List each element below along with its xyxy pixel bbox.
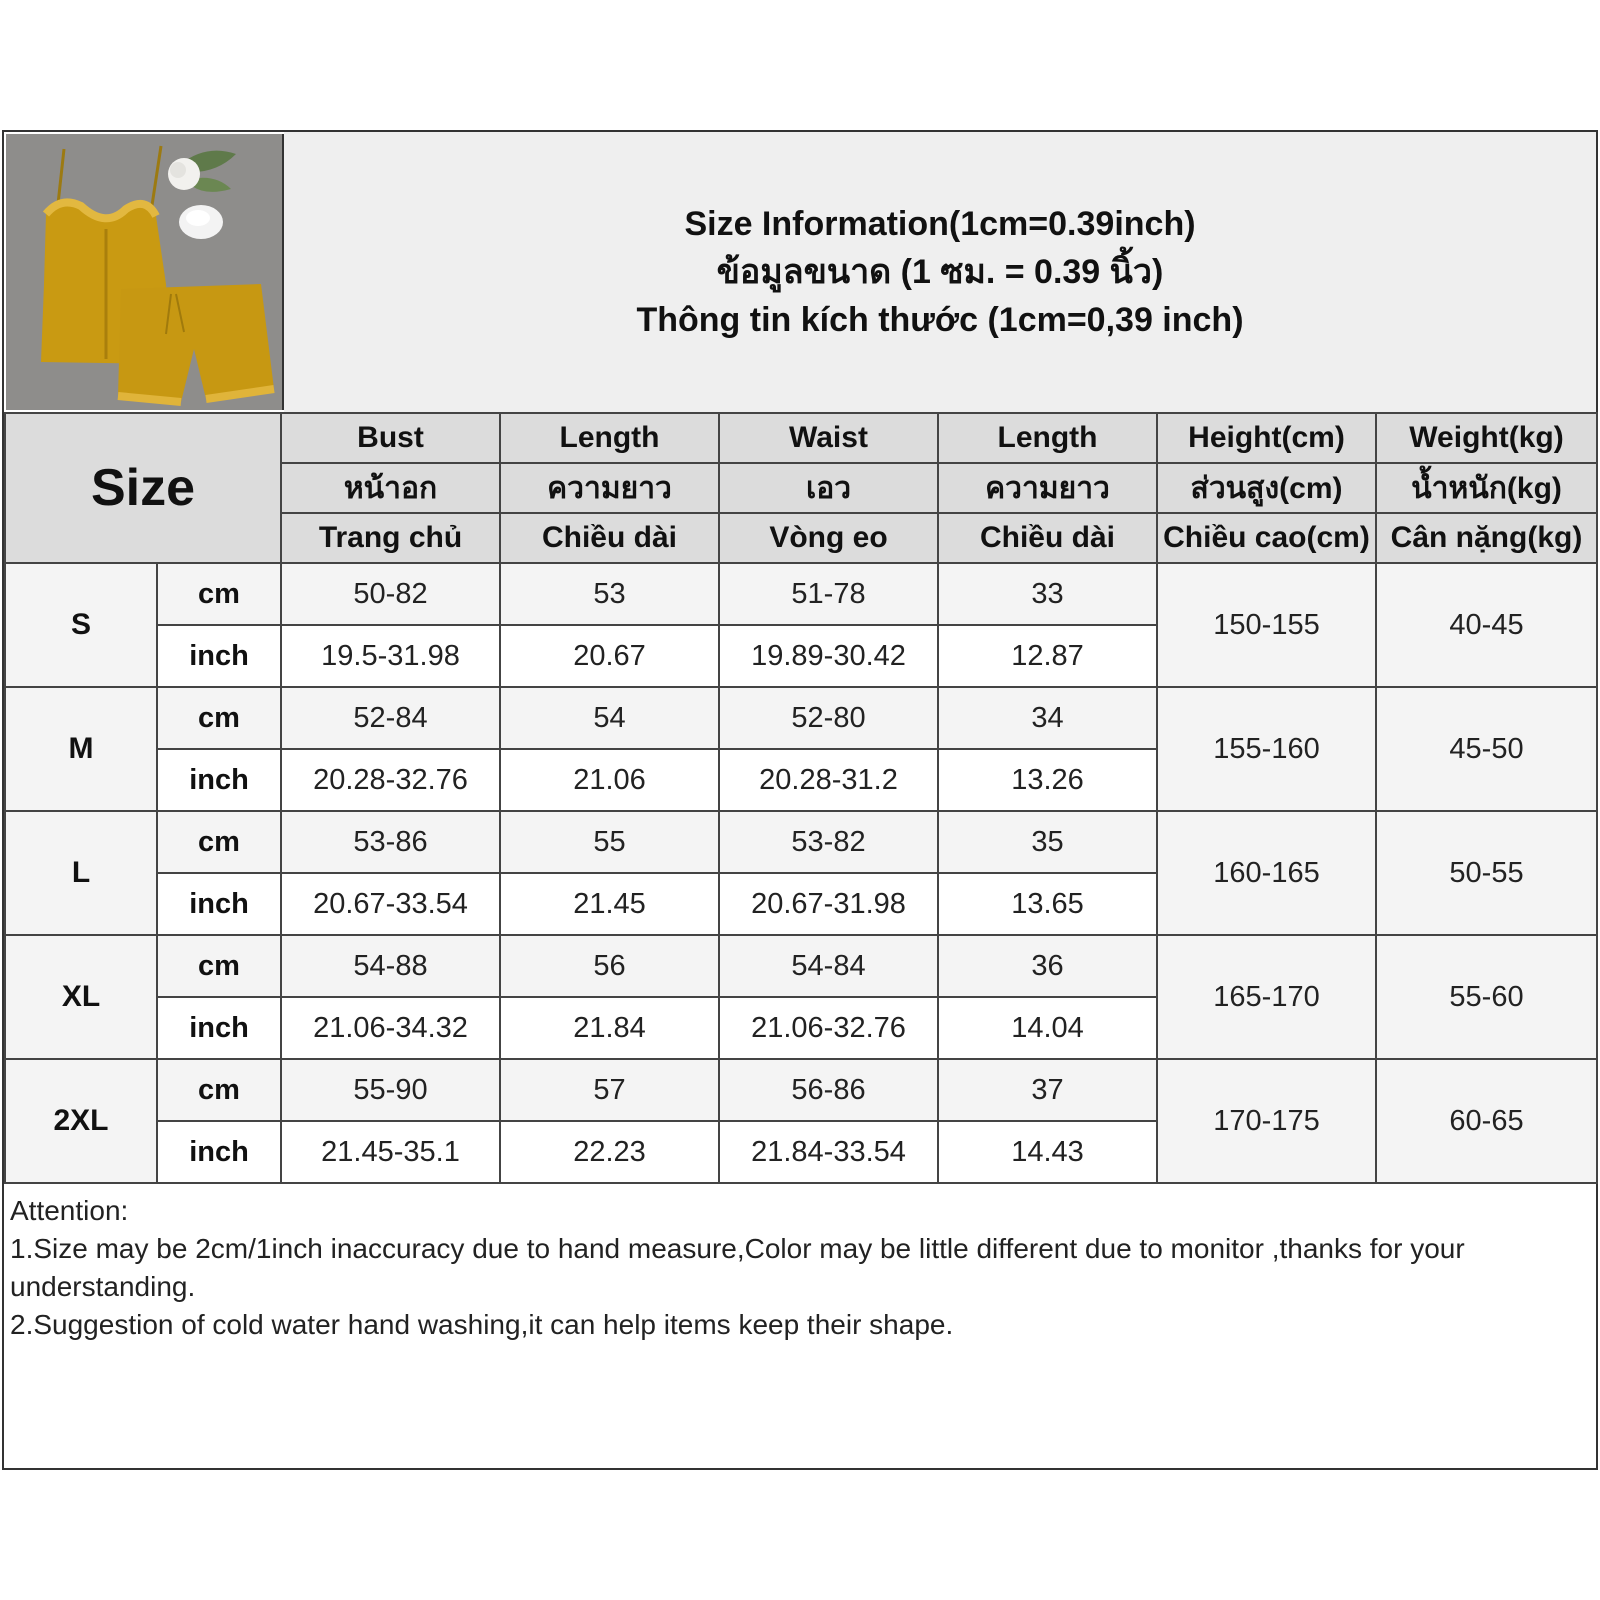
waist-cm: 52-80 xyxy=(719,687,938,749)
waist-inch: 20.67-31.98 xyxy=(719,873,938,935)
col-header-en: Bust xyxy=(281,413,500,463)
col-header-th: ความยาว xyxy=(500,463,719,513)
bust-inch: 20.67-33.54 xyxy=(281,873,500,935)
bust-cm: 55-90 xyxy=(281,1059,500,1121)
waist-inch: 21.06-32.76 xyxy=(719,997,938,1059)
weight-range: 60-65 xyxy=(1376,1059,1597,1183)
shorts-length-inch: 13.65 xyxy=(938,873,1157,935)
col-header-th: หน้าอก xyxy=(281,463,500,513)
shorts-length-cm: 34 xyxy=(938,687,1157,749)
shorts-length-inch: 12.87 xyxy=(938,625,1157,687)
length-inch: 21.06 xyxy=(500,749,719,811)
col-header-vi: Vòng eo xyxy=(719,513,938,563)
col-header-en: Waist xyxy=(719,413,938,463)
waist-inch: 21.84-33.54 xyxy=(719,1121,938,1183)
col-header-th: ส่วนสูง(cm) xyxy=(1157,463,1376,513)
waist-cm: 51-78 xyxy=(719,563,938,625)
bust-cm: 53-86 xyxy=(281,811,500,873)
shorts-length-inch: 13.26 xyxy=(938,749,1157,811)
size-label: M xyxy=(5,687,157,811)
weight-range: 40-45 xyxy=(1376,563,1597,687)
shorts-length-inch: 14.43 xyxy=(938,1121,1157,1183)
attention-notes xyxy=(10,1192,1590,1344)
size-label: S xyxy=(5,563,157,687)
unit-inch: inch xyxy=(157,625,281,687)
shorts-length-cm: 33 xyxy=(938,563,1157,625)
size-label: 2XL xyxy=(5,1059,157,1183)
shorts-length-cm: 36 xyxy=(938,935,1157,997)
length-inch: 21.45 xyxy=(500,873,719,935)
unit-cm: cm xyxy=(157,935,281,997)
col-header-en: Length xyxy=(938,413,1157,463)
col-header-vi: Cân nặng(kg) xyxy=(1376,513,1597,563)
length-cm: 54 xyxy=(500,687,719,749)
bust-cm: 50-82 xyxy=(281,563,500,625)
unit-inch: inch xyxy=(157,873,281,935)
waist-inch: 20.28-31.2 xyxy=(719,749,938,811)
col-header-vi: Chiều cao(cm) xyxy=(1157,513,1376,563)
weight-range: 45-50 xyxy=(1376,687,1597,811)
length-inch: 21.84 xyxy=(500,997,719,1059)
size-column-header: Size xyxy=(5,413,281,563)
col-header-th: เอว xyxy=(719,463,938,513)
bust-inch: 20.28-32.76 xyxy=(281,749,500,811)
unit-inch: inch xyxy=(157,1121,281,1183)
waist-cm: 54-84 xyxy=(719,935,938,997)
col-header-th: ความยาว xyxy=(938,463,1157,513)
length-cm: 55 xyxy=(500,811,719,873)
title-box xyxy=(284,132,1596,414)
height-range: 150-155 xyxy=(1157,563,1376,687)
product-photo xyxy=(6,134,284,410)
length-inch: 22.23 xyxy=(500,1121,719,1183)
bust-cm: 54-88 xyxy=(281,935,500,997)
bust-inch: 21.06-34.32 xyxy=(281,997,500,1059)
unit-cm: cm xyxy=(157,1059,281,1121)
size-table xyxy=(4,412,1598,1184)
shorts-length-cm: 35 xyxy=(938,811,1157,873)
length-cm: 53 xyxy=(500,563,719,625)
col-header-vi: Trang chủ xyxy=(281,513,500,563)
weight-range: 50-55 xyxy=(1376,811,1597,935)
title-vietnamese: Thông tin kích thước (1cm=0,39 inch) xyxy=(636,301,1244,339)
height-range: 170-175 xyxy=(1157,1059,1376,1183)
unit-cm: cm xyxy=(157,811,281,873)
note-item: 2.Suggestion of cold water hand washing,it can help items keep their shape. xyxy=(10,1309,954,1340)
bust-inch: 19.5-31.98 xyxy=(281,625,500,687)
shorts-length-cm: 37 xyxy=(938,1059,1157,1121)
size-chart-sheet xyxy=(2,130,1598,1470)
size-label: L xyxy=(5,811,157,935)
title-thai: ข้อมูลขนาด (1 ซม. = 0.39 นิ้ว) xyxy=(716,253,1164,291)
height-range: 165-170 xyxy=(1157,935,1376,1059)
note-item: 1.Size may be 2cm/1inch inaccuracy due to hand measure,Color may be little different due to monitor ,thanks for your understanding. xyxy=(10,1233,1465,1302)
unit-cm: cm xyxy=(157,563,281,625)
length-inch: 20.67 xyxy=(500,625,719,687)
col-header-vi: Chiều dài xyxy=(938,513,1157,563)
bust-inch: 21.45-35.1 xyxy=(281,1121,500,1183)
col-header-en: Weight(kg) xyxy=(1376,413,1597,463)
length-cm: 56 xyxy=(500,935,719,997)
unit-cm: cm xyxy=(157,687,281,749)
height-range: 155-160 xyxy=(1157,687,1376,811)
length-cm: 57 xyxy=(500,1059,719,1121)
col-header-th: น้ำหนัก(kg) xyxy=(1376,463,1597,513)
col-header-vi: Chiều dài xyxy=(500,513,719,563)
notes-heading: Attention: xyxy=(10,1195,129,1226)
weight-range: 55-60 xyxy=(1376,935,1597,1059)
unit-inch: inch xyxy=(157,749,281,811)
height-range: 160-165 xyxy=(1157,811,1376,935)
waist-cm: 56-86 xyxy=(719,1059,938,1121)
waist-inch: 19.89-30.42 xyxy=(719,625,938,687)
shorts-length-inch: 14.04 xyxy=(938,997,1157,1059)
title-english: Size Information(1cm=0.39inch) xyxy=(684,205,1196,243)
bust-cm: 52-84 xyxy=(281,687,500,749)
pajama-illustration xyxy=(6,134,282,410)
waist-cm: 53-82 xyxy=(719,811,938,873)
size-label: XL xyxy=(5,935,157,1059)
col-header-en: Height(cm) xyxy=(1157,413,1376,463)
col-header-en: Length xyxy=(500,413,719,463)
unit-inch: inch xyxy=(157,997,281,1059)
